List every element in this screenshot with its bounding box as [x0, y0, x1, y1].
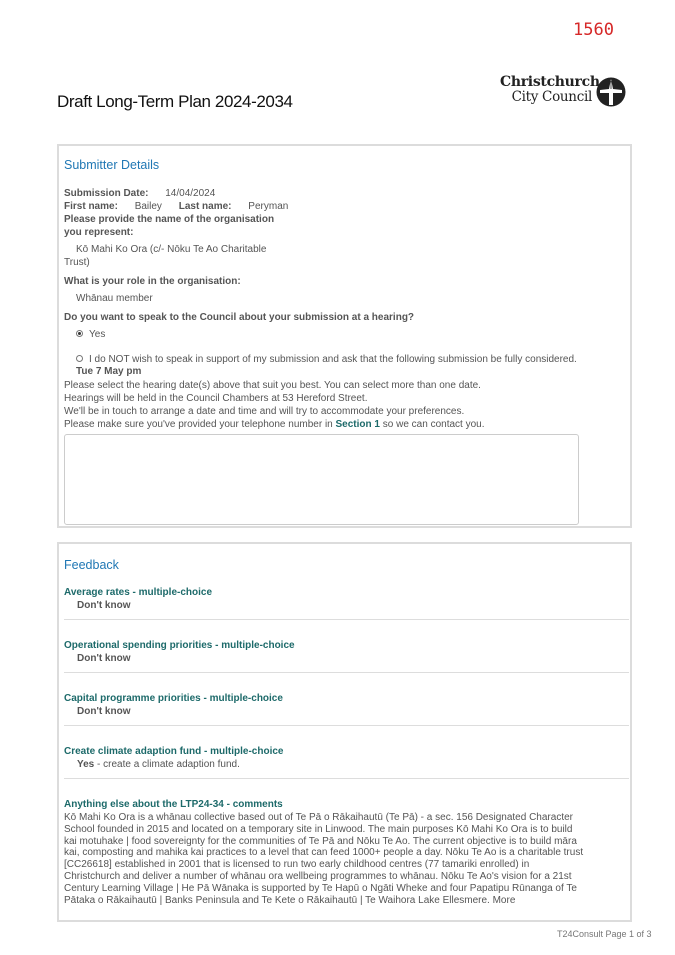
info-line3: We'll be in touch to arrange a date and time and will try to accommodate your preferences.: [64, 406, 465, 417]
cathedral-icon: [595, 77, 627, 107]
org-question-line1: Please provide the name of the organisation: [64, 214, 275, 225]
feedback-question: Create climate adaption fund - multiple-choice: [64, 746, 284, 757]
comment-question: Anything else about the LTP24-34 - comments: [64, 799, 283, 810]
info-line1: Please select the hearing date(s) above that suit you best. You can select more than one date.: [64, 380, 481, 391]
submitter-heading: Submitter Details: [64, 158, 160, 172]
comment-text: Kō Mahi Ko Ora is a whānau collective based out of Te Pā o Rākaihautū (Te Pā) - a sec. 156 Designated Character School founded in 2015 and located on a temporary site in Linwood. The main purposes Kō Mahi Ko Ora is to build kai motuhake | food sovereignty for the communities of Te Pā and Nōku Te Ao. The current objective is to build māra kai, composting and mahika kai practices to a level that can feed 1000+ people a day. Nōku Te Ao is a charitable trust [CC26618] established in 2001 that is licensed to run two early childhood centres (77 tamariki enrolled) in Christchurch and deliver a number of whānau ora wellbeing programmes to whānau. Nōku Te Ao's vision for a 21st Century Learning Village | He Pā Wānaka is supported by Te Hapū o Ngāti Wheke and four Papatipu Rūnanga of Te Pātaka o Rākaihautū | Banks Peninsula and Te Kete o Rākaihautū | Te Waihora Lake Ellesmere. More: [64, 812, 584, 906]
feedback-panel: [57, 542, 632, 922]
hearing-date: Tue 7 May pm: [76, 366, 142, 377]
submission-date-value: 14/04/2024: [165, 188, 216, 199]
logo-line1: Christchurch: [500, 74, 600, 90]
option-yes-label: Yes: [89, 329, 106, 340]
speak-question: Do you want to speak to the Council about your submission at a hearing?: [64, 312, 415, 323]
divider: [64, 778, 629, 779]
no-radio[interactable]: [76, 355, 83, 362]
feedback-answer: [77, 759, 240, 770]
option-no-label: I do NOT wish to speak in support of my submission and ask that the following submission be fully considered.: [89, 354, 577, 365]
divider: [64, 725, 629, 726]
role-answer: Whānau member: [76, 293, 153, 304]
submission-date-label: Submission Date:: [64, 188, 149, 199]
divider: [64, 672, 629, 673]
page-title: Draft Long-Term Plan 2024-2034: [57, 92, 293, 111]
option-no[interactable]: [76, 354, 577, 366]
feedback-answer: Don't know: [77, 653, 131, 664]
section-1-link[interactable]: Section 1: [335, 419, 380, 430]
feedback-answer-rest: - create a climate adaption fund.: [94, 759, 240, 770]
feedback-answer-bold: Yes: [77, 759, 95, 770]
role-question: What is your role in the organisation:: [64, 276, 241, 287]
option-yes[interactable]: [76, 329, 105, 341]
feedback-question: Capital programme priorities - multiple-choice: [64, 693, 283, 704]
comments-textarea[interactable]: [64, 434, 579, 525]
yes-radio[interactable]: [76, 330, 83, 337]
last-name-label: Last name:: [178, 201, 232, 212]
last-name-value: Peryman: [248, 201, 289, 212]
info-line2: Hearings will be held in the Council Chambers at 53 Hereford Street.: [64, 393, 368, 404]
feedback-heading: Feedback: [64, 558, 119, 572]
org-answer-line1: Kō Mahi Ko Ora (c/- Nōku Te Ao Charitable: [76, 244, 267, 255]
page-footer: T24Consult Page 1 of 3: [557, 929, 652, 939]
org-answer-line2: Trust): [64, 257, 90, 268]
submitter-details-panel: [57, 144, 632, 528]
logo-line2: City Council: [511, 89, 592, 105]
org-question-line2: you represent:: [64, 227, 134, 238]
info-line4-pre: Please make sure you've provided your telephone number in: [64, 419, 336, 430]
council-logo: [500, 75, 630, 109]
feedback-answer: Don't know: [77, 600, 131, 611]
feedback-answer: Don't know: [77, 706, 131, 717]
divider: [64, 619, 629, 620]
page-number: 1560: [573, 20, 614, 40]
first-name-label: First name:: [64, 201, 118, 212]
info-line4-post: so we can contact you.: [379, 419, 485, 430]
feedback-question: Average rates - multiple-choice: [64, 587, 213, 598]
first-name-value: Bailey: [134, 201, 162, 212]
feedback-question: Operational spending priorities - multiple-choice: [64, 640, 295, 651]
